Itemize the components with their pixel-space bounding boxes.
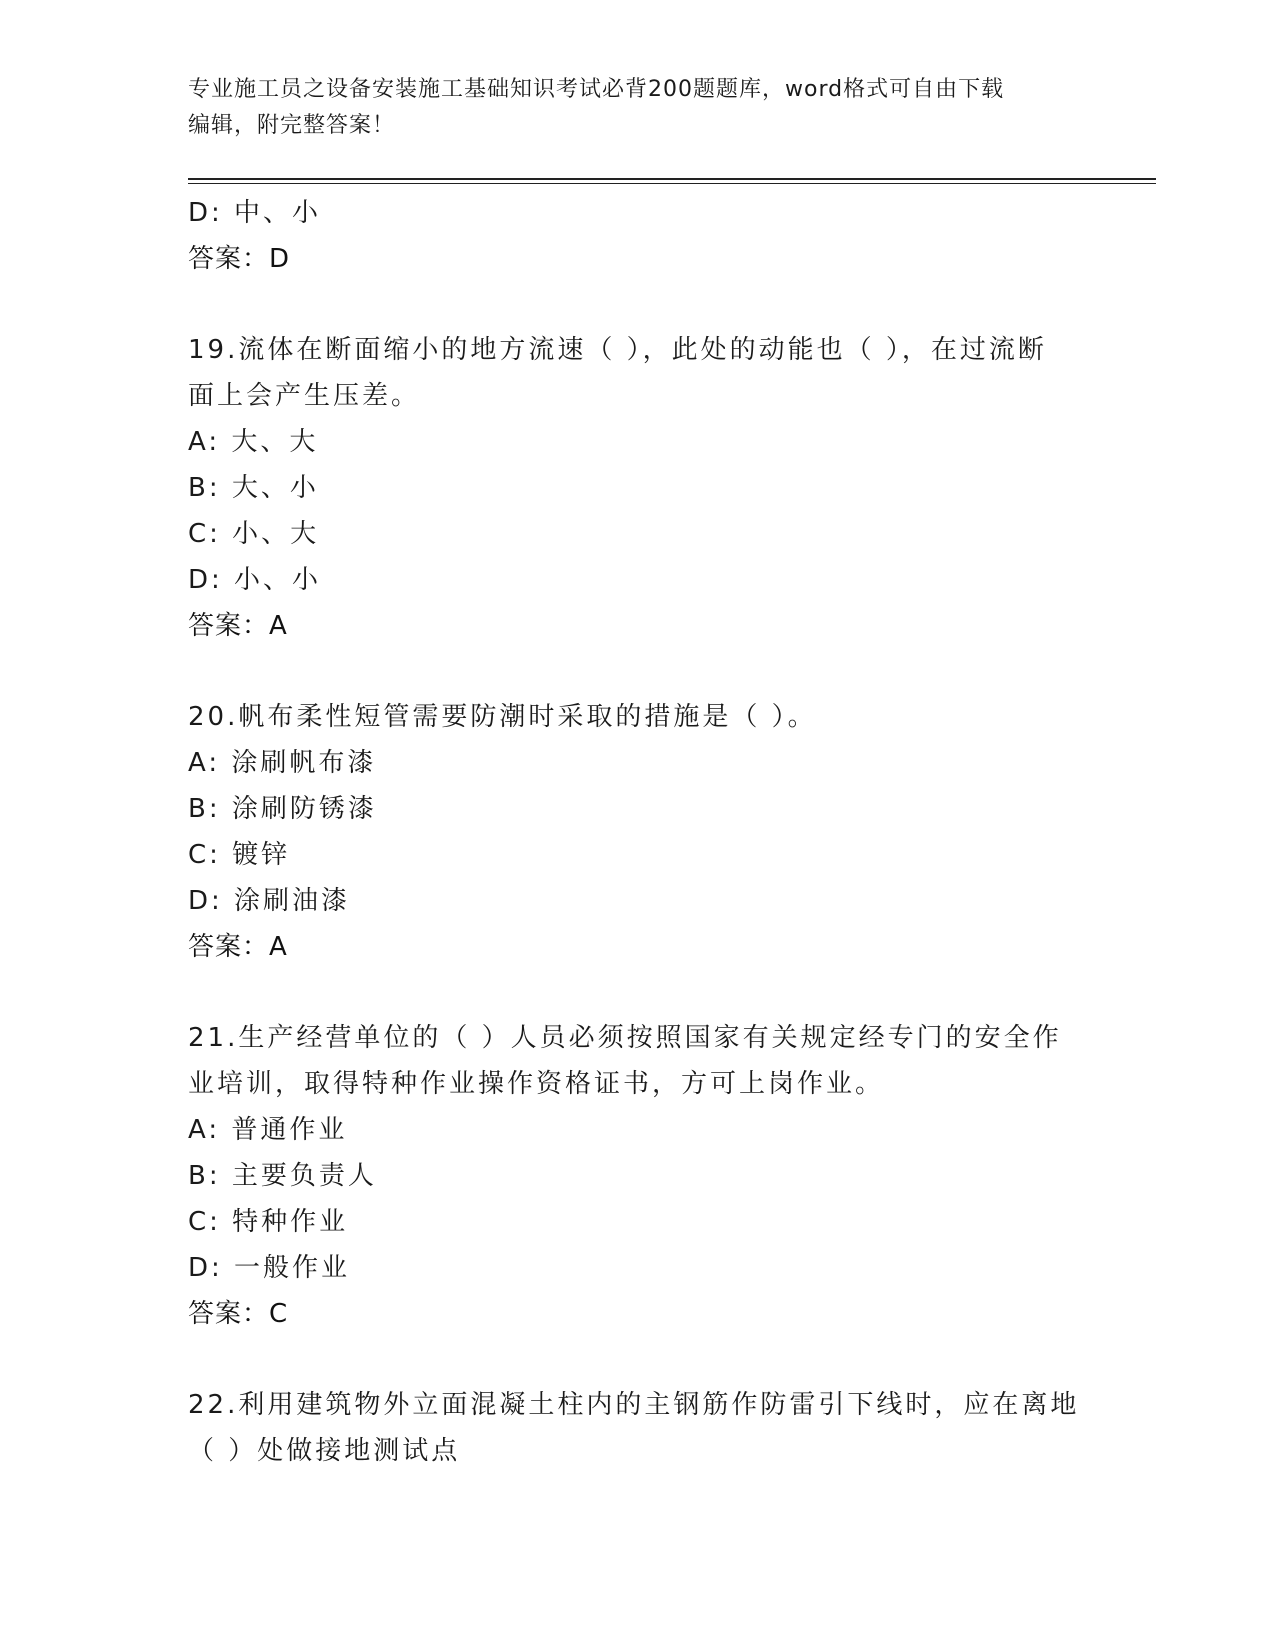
question-21 [188,1015,1088,1337]
option-b: B: 涂刷防锈漆 [188,794,377,824]
option-d: D: 小、小 [188,565,322,595]
option-c: C: 特种作业 [188,1207,349,1237]
option-a: A: 大、大 [188,427,319,457]
spacer [188,1337,1088,1382]
header-divider-thin [188,183,1156,184]
option-a: A: 涂刷帆布漆 [188,748,377,778]
answer-label: 答案：C [188,1299,289,1329]
question-content [188,190,1088,1474]
question-stem-cont: 面上会产生压差。 [188,381,421,411]
question-stem: 19.流体在断面缩小的地方流速（ ），此处的动能也（ ），在过流断 [188,335,1047,365]
question-stem-cont: （ ）处做接地测试点 [188,1436,461,1466]
option-c: C: 小、大 [188,519,320,549]
option-d: D: 中、小 [188,198,322,228]
answer-label: 答案：A [188,932,288,962]
spacer [188,970,1088,1015]
option-c: C: 镀锌 [188,840,291,870]
option-b: B: 主要负责人 [188,1161,377,1191]
option-b: B: 大、小 [188,473,319,503]
header-title-line-2: 编辑，附完整答案！ [188,113,396,138]
header-title-line-1: 专业施工员之设备安装施工基础知识考试必背200题题库，word格式可自由下载 [188,77,1005,102]
answer-label: 答案：D [188,244,291,274]
question-stem: 20.帆布柔性短管需要防潮时采取的措施是（ ）。 [188,702,817,732]
question-20 [188,694,1088,970]
option-d: D: 涂刷油漆 [188,886,351,916]
question-22 [188,1382,1088,1474]
spacer [188,649,1088,694]
header-divider-thick [188,178,1156,180]
question-stem: 22.利用建筑物外立面混凝土柱内的主钢筋作防雷引下线时，应在离地 [188,1390,1080,1420]
spacer [188,282,1088,327]
document-header [188,72,1068,144]
question-stem-cont: 业培训，取得特种作业操作资格证书，方可上岗作业。 [188,1069,885,1099]
question-stem: 21.生产经营单位的（ ）人员必须按照国家有关规定经专门的安全作 [188,1023,1062,1053]
option-a: A: 普通作业 [188,1115,348,1145]
answer-label: 答案：A [188,611,288,641]
question-19 [188,327,1088,649]
option-d: D: 一般作业 [188,1253,351,1283]
